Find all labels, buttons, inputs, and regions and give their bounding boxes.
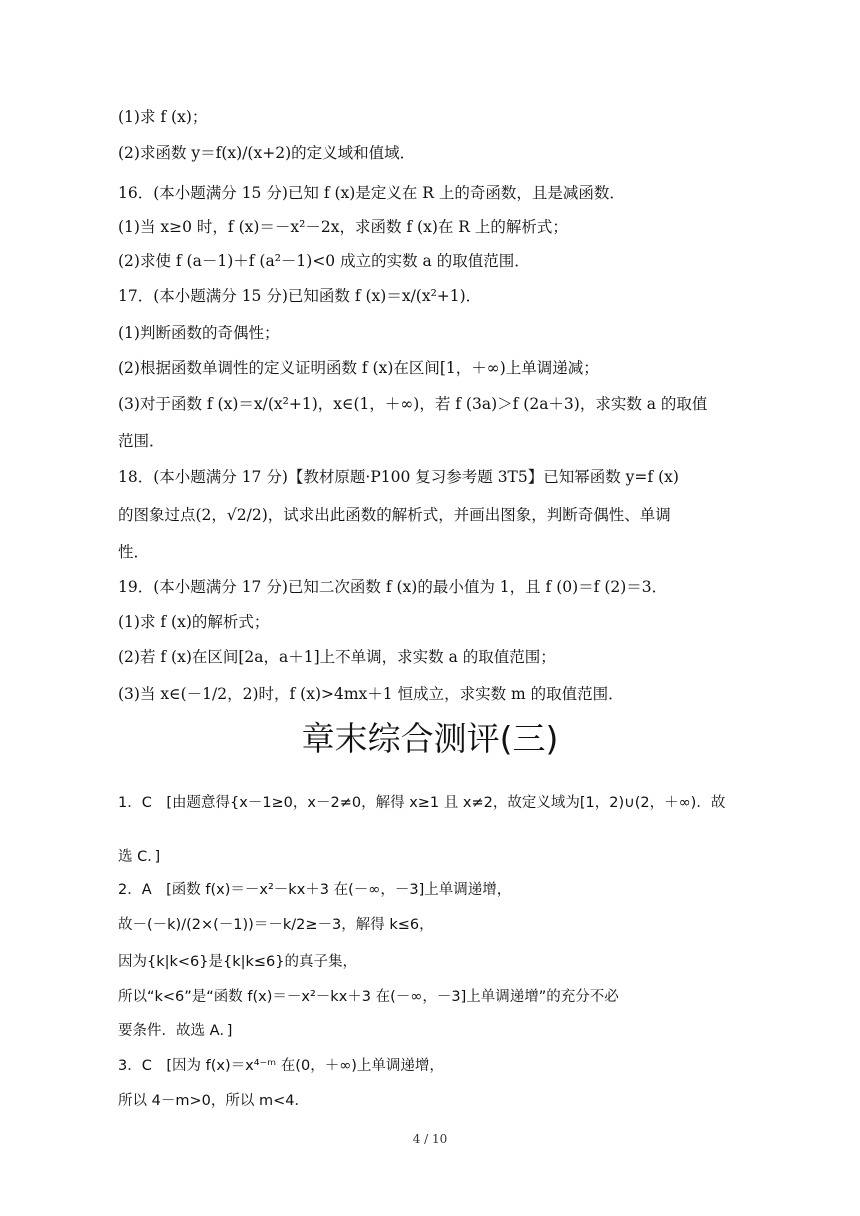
solution-line-s2d: 所以“k<6”是“函数 f(x)＝－x²－kx＋3 在(－∞，－3]上单调递增”的充分不必 bbox=[118, 989, 619, 1005]
problem-line-p17-1: (1)判断函数的奇偶性； bbox=[118, 324, 280, 342]
problem-line-p16-1: (1)当 x≥0 时，f (x)＝－x²－2x，求函数 f (x)在 R 上的解析式； bbox=[118, 218, 568, 236]
problem-line-p15-1: (1)求 f (x)； bbox=[118, 108, 208, 126]
problem-line-p19: 19．(本小题满分 17 分)已知二次函数 f (x)的最小值为 1，且 f (0)＝f (2)＝3． bbox=[118, 578, 668, 596]
problem-line-p18c: 性． bbox=[118, 543, 150, 561]
problem-line-p17-3b: 范围． bbox=[118, 432, 165, 450]
section-title: 章末综合测评(三) bbox=[301, 719, 559, 758]
problem-line-p19-1: (1)求 f (x)的解析式； bbox=[118, 613, 270, 631]
problem-line-p17-3: (3)对于函数 f (x)＝x/(x²+1)，x∈(1，＋∞)，若 f (3a)＞f (2a＋3)，求实数 a 的取值 bbox=[118, 395, 708, 413]
problem-line-p17: 17．(本小题满分 15 分)已知函数 f (x)＝x/(x²+1)． bbox=[118, 287, 482, 305]
problem-line-p16: 16．(本小题满分 15 分)已知 f (x)是定义在 R 上的奇函数，且是减函数． bbox=[118, 184, 625, 202]
solution-line-s2e: 要条件．故选 A．] bbox=[118, 1023, 233, 1039]
solution-line-s2b: 故－(－k)/(2×(－1))＝－k/2≥－3，解得 k≤6， bbox=[118, 917, 434, 933]
problem-line-p15-2: (2)求函数 y＝f(x)/(x+2)的定义域和值域． bbox=[118, 144, 416, 162]
solution-line-s1b: 选 C．] bbox=[118, 849, 161, 865]
problem-line-p18: 18．(本小题满分 17 分)【教材原题·P100 复习参考题 3T5】已知幂函数 y=f (x) bbox=[118, 468, 679, 486]
problem-line-p16-2: (2)求使 f (a－1)＋f (a²－1)<0 成立的实数 a 的取值范围． bbox=[118, 252, 530, 270]
problem-line-p17-2: (2)根据函数单调性的定义证明函数 f (x)在区间[1，＋∞)上单调递减； bbox=[118, 359, 599, 377]
solution-line-s1: 1．C [由题意得{x－1≥0，x－2≠0，解得 x≥1 且 x≠2，故定义域为[1，2)∪(2，＋∞)．故 bbox=[118, 795, 726, 811]
solution-line-s3b: 所以 4－m>0，所以 m<4． bbox=[118, 1093, 309, 1109]
solution-line-s2c: 因为{k|k<6}是{k|k≤6}的真子集， bbox=[118, 954, 358, 970]
problem-line-p18b: 的图象过点(2，√2/2)，试求出此函数的解析式，并画出图象，判断奇偶性、单调 bbox=[118, 506, 671, 524]
problem-line-p19-3: (3)当 x∈(－1/2，2)时，f (x)>4mx＋1 恒成立，求实数 m 的取值范围． bbox=[118, 685, 624, 703]
page-number: 4 / 10 bbox=[412, 1132, 448, 1146]
solution-line-s2: 2．A [函数 f(x)＝－x²－kx＋3 在(－∞，－3]上单调递增， bbox=[118, 882, 512, 898]
solution-line-s3: 3．C [因为 f(x)＝x⁴⁻ᵐ 在(0，＋∞)上单调递增， bbox=[118, 1058, 444, 1074]
problem-line-p19-2: (2)若 f (x)在区间[2a，a＋1]上不单调，求实数 a 的取值范围； bbox=[118, 648, 556, 666]
